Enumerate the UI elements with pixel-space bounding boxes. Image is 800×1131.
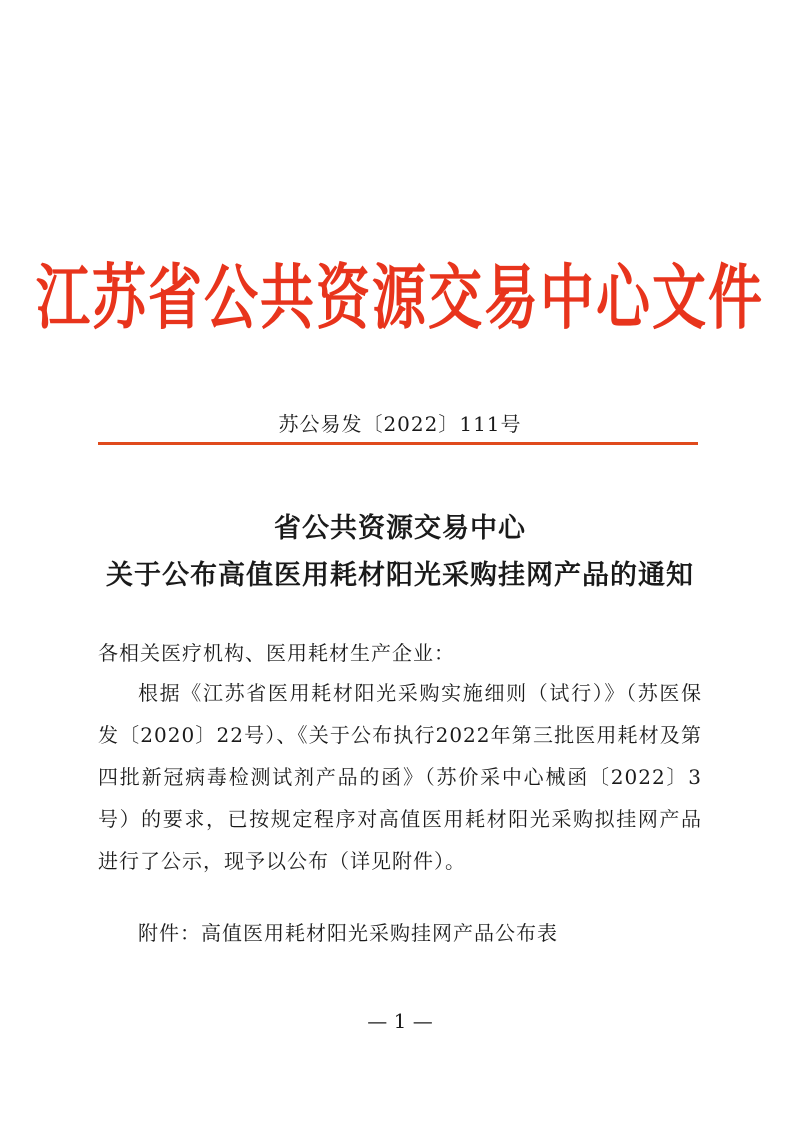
attachment-line: 附件：高值医用耗材阳光采购挂网产品公布表 <box>138 921 558 945</box>
document-number: 苏公易发〔2022〕111号 <box>278 412 522 436</box>
masthead-title: 江苏省公共资源交易中心文件 <box>36 256 764 339</box>
notice-title-line-2: 关于公布高值医用耗材阳光采购挂网产品的通知 <box>106 560 694 591</box>
notice-title-line-1: 省公共资源交易中心 <box>274 513 526 544</box>
red-divider-rule <box>98 442 698 445</box>
body-paragraph: 根据《江苏省医用耗材阳光采购实施细则（试行）》（苏医保发〔2020〕22号）、《关于公布执行2022年第三批医用耗材及第四批新冠病毒检测试剂产品的函》（苏价采中心械函〔2022〕3号）的要求，已按规定程序对高值医用耗材阳光采购拟挂网产品进行了公示，现予以公布（详见附件）。 <box>98 681 702 873</box>
page-number: — 1 — <box>367 1009 433 1033</box>
salutation: 各相关医疗机构、医用耗材生产企业： <box>98 641 455 665</box>
